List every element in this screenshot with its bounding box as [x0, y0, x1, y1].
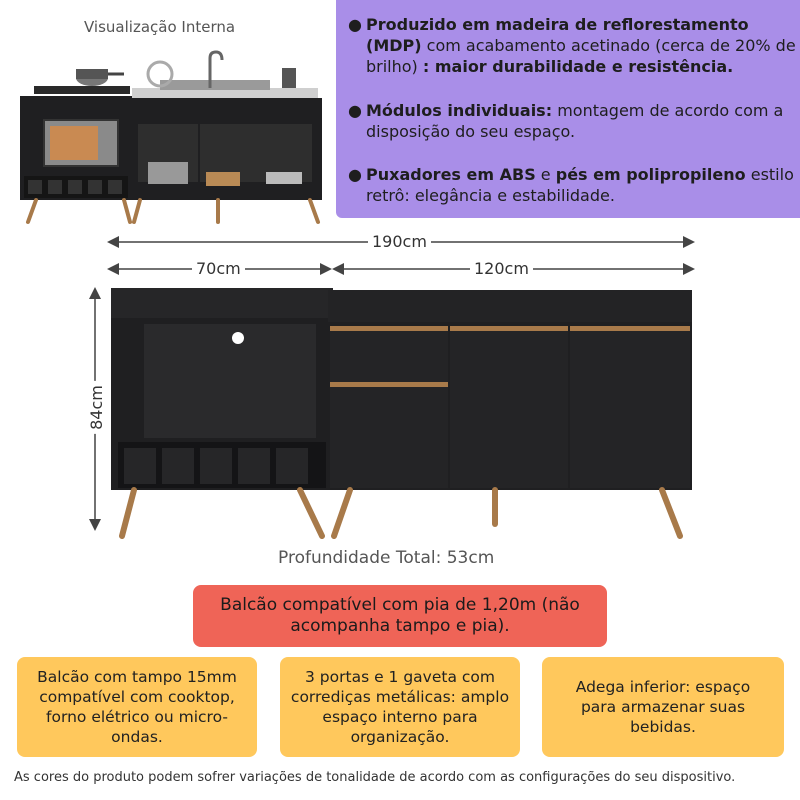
sink-compatibility-notice	[193, 585, 607, 647]
cabinet-illustration	[100, 280, 700, 542]
cabinet-legs	[122, 490, 680, 536]
internal-view-title: Visualização Interna	[84, 18, 236, 36]
bullet-icon: ●	[348, 101, 362, 120]
cable-hole-icon	[232, 332, 244, 344]
door-top-left	[330, 330, 448, 382]
door-2	[570, 330, 690, 488]
wine-rack-niches	[124, 448, 308, 484]
info-card-countertop	[17, 657, 257, 757]
right-width-label: 120cm	[470, 259, 533, 278]
bullet-icon: ●	[348, 15, 362, 34]
card-text: 3 portas e 1 gaveta com corrediças metálicas: amplo espaço interno para organização.	[290, 668, 510, 746]
total-depth-label: Profundidade Total: 53cm	[278, 548, 495, 568]
height-label: 84cm	[87, 381, 106, 434]
bullet-icon: ●	[348, 165, 362, 184]
notice-text: Balcão compatível com pia de 1,20m (não acompanha tampo e pia).	[220, 595, 580, 636]
info-card-doors	[280, 657, 520, 757]
door-1	[450, 330, 568, 488]
card-text: Adega inferior: espaço para armazenar suas bebidas.	[575, 678, 751, 736]
info-card-wine-rack	[542, 657, 784, 757]
feature-item-material: ● Produzido em madeira de reflorestamento (MDP) com acabamento acetinado (cerca de 20% de brilho) : maior durabilidade e resistência.	[348, 15, 796, 76]
right-module	[328, 290, 692, 490]
feature-item-modules: ● Módulos individuais: montagem de acordo com a disposição do seu espaço.	[348, 101, 784, 141]
drawer	[330, 384, 448, 488]
left-module	[111, 288, 333, 490]
feature-item-handles: ● Puxadores em ABS e pés em polipropileno estilo retrô: elegância e estabilidade.	[348, 165, 794, 205]
total-width-label: 190cm	[368, 232, 431, 251]
color-disclaimer: As cores do produto podem sofrer variações de tonalidade de acordo com as configurações do seu dispositivo.	[14, 770, 736, 785]
card-text: Balcão com tampo 15mm compatível com cooktop, forno elétrico ou micro-ondas.	[37, 668, 237, 746]
left-width-label: 70cm	[192, 259, 245, 278]
